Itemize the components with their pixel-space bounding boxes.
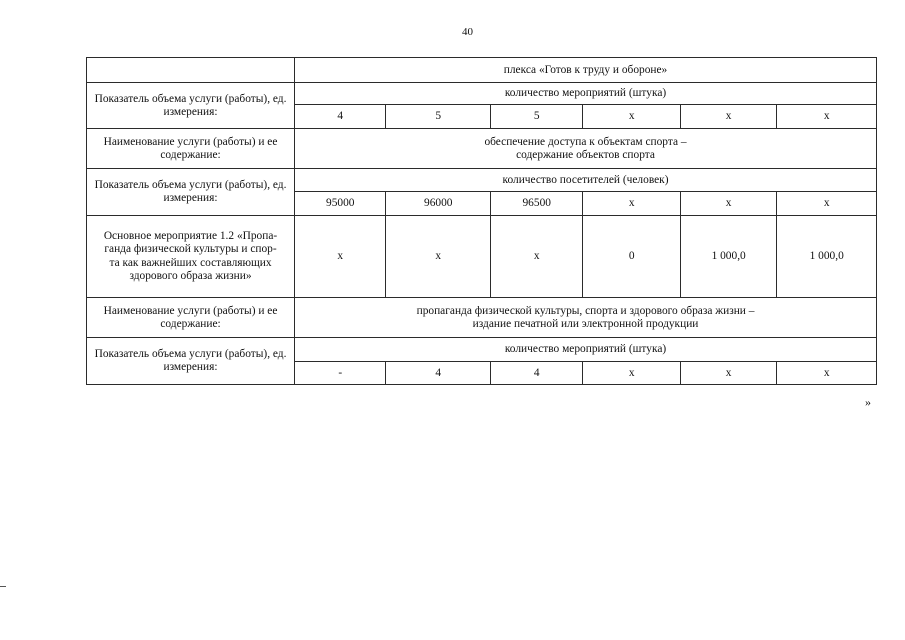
page-number: 40 [462, 26, 473, 38]
value-cell: 0 [583, 216, 680, 298]
main-event-label-line: Основное мероприятие 1.2 «Пропа- [103, 229, 278, 242]
value-cell: 96500 [491, 192, 583, 216]
value-cell: х [777, 105, 877, 129]
indicator-label: Показатель объема услуги (работы), ед. измерения: [87, 338, 295, 385]
budget-table [86, 57, 877, 385]
value-cell: х [680, 192, 776, 216]
service-name [295, 129, 877, 169]
value-cell: 95000 [295, 192, 386, 216]
indicator-label: Показатель объема услуги (работы), ед. измерения: [87, 83, 295, 129]
main-event-label-line: здорового образа жизни» [129, 269, 252, 282]
indicator-name: количество посетителей (человек) [295, 169, 877, 192]
value-cell: х [491, 216, 583, 298]
service-name-line: содержание объектов спорта [516, 148, 655, 161]
service-name-continued: плекса «Готов к труду и обороне» [295, 58, 877, 83]
table-row [87, 216, 877, 298]
value-cell: х [583, 192, 680, 216]
value-cell: 4 [386, 362, 491, 385]
value-cell: 1 000,0 [777, 216, 877, 298]
value-cell: - [295, 362, 386, 385]
value-cell: х [295, 216, 386, 298]
value-cell: х [777, 362, 877, 385]
indicator-name: количество мероприятий (штука) [295, 83, 877, 105]
value-cell: х [583, 362, 680, 385]
value-cell: 4 [295, 105, 386, 129]
service-label: Наименование услуги (работы) и ее содержание: [87, 129, 295, 169]
service-name-line: издание печатной или электронной продукции [472, 317, 699, 330]
main-event-label-line: ганда физической культуры и спор- [104, 243, 277, 256]
value-cell: х [680, 362, 776, 385]
table-row [87, 169, 877, 192]
empty-label-cell [87, 58, 295, 83]
indicator-name: количество мероприятий (штука) [295, 338, 877, 362]
indicator-label: Показатель объема услуги (работы), ед. измерения: [87, 169, 295, 216]
service-name-line: обеспечение доступа к объектам спорта – [484, 135, 687, 148]
value-cell: 5 [491, 105, 583, 129]
main-event-label [87, 216, 295, 298]
closing-quote: » [865, 395, 871, 409]
table-row [87, 298, 877, 338]
service-label: Наименование услуги (работы) и ее содержание: [87, 298, 295, 338]
value-cell: х [386, 216, 491, 298]
margin-mark [0, 586, 6, 587]
value-cell: х [777, 192, 877, 216]
value-cell: 1 000,0 [680, 216, 776, 298]
service-name [295, 298, 877, 338]
value-cell: х [583, 105, 680, 129]
table-row [87, 83, 877, 105]
value-cell: 96000 [386, 192, 491, 216]
value-cell: х [680, 105, 776, 129]
value-cell: 4 [491, 362, 583, 385]
value-cell: 5 [386, 105, 491, 129]
service-name-line: пропаганда физической культуры, спорта и здорового образа жизни – [416, 304, 755, 317]
main-event-label-line: та как важнейших составляющих [109, 256, 272, 269]
table-row [87, 129, 877, 169]
table-row [87, 58, 877, 83]
table-row [87, 338, 877, 362]
